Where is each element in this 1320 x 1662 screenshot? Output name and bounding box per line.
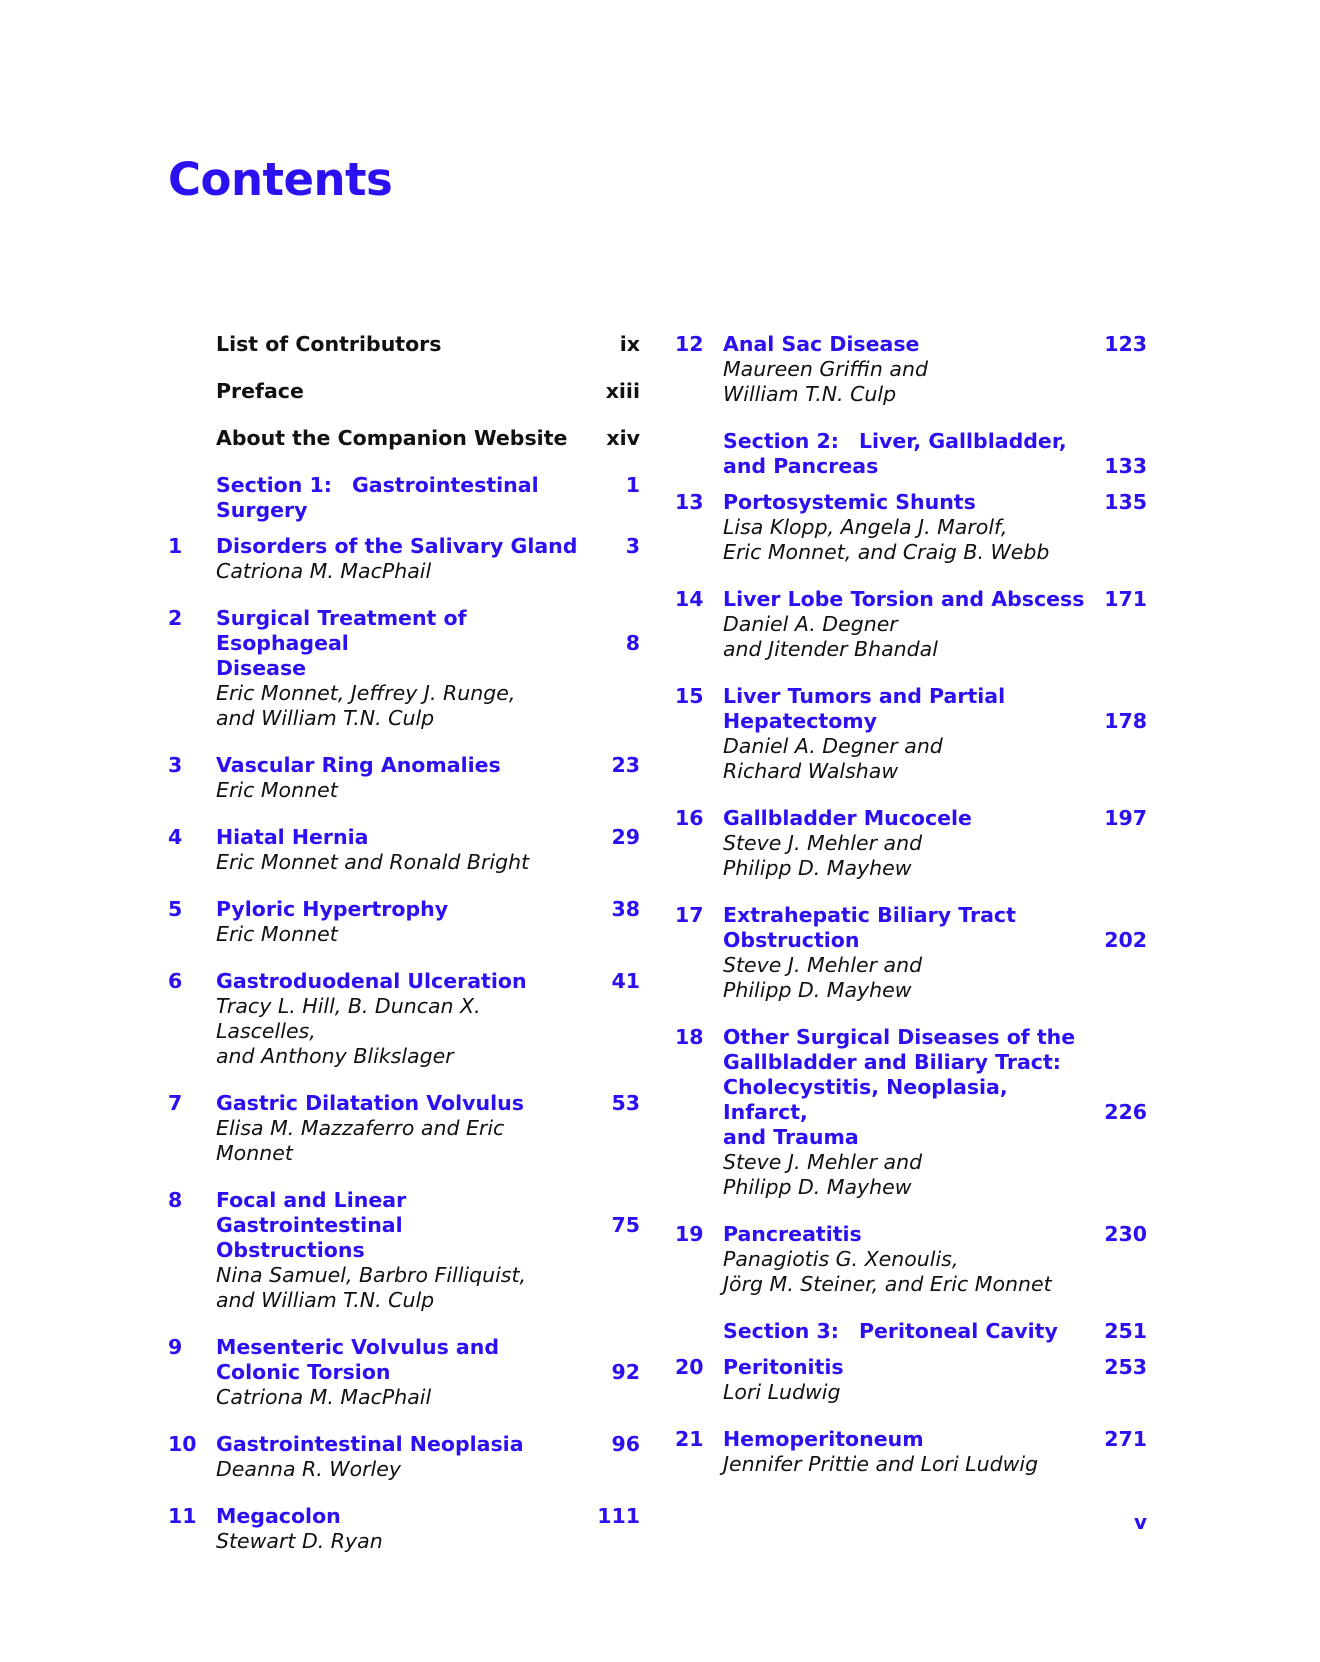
author-line: and William T.N. Culp [216,706,435,730]
page-number: 230 [1104,1222,1147,1246]
author-line: Eric Monnet [216,922,338,946]
title-line: Portosystemic Shunts [723,490,976,514]
toc-entry[interactable] [168,1188,640,1313]
chapter-number: 21 [675,1427,704,1451]
title-line: Gastrointestinal Surgery [216,473,539,522]
entry-body [216,332,584,357]
chapter-number: 14 [675,587,704,611]
page-number: 271 [1104,1427,1147,1451]
title-line: List of Contributors [216,332,442,356]
chapter-title[interactable] [216,426,584,451]
title-line: Hiatal Hernia [216,825,369,849]
page-number: 133 [1104,454,1147,478]
author-line: Stewart D. Ryan [216,1529,383,1553]
entry-body [216,1091,584,1166]
author-line: Eric Monnet, and Craig B. Webb [723,540,1050,564]
entry-body [723,332,1091,407]
author-line: and Jitender Bhandal [723,637,938,661]
chapter-title[interactable] [216,825,584,850]
chapter-title[interactable] [723,332,1091,357]
author-line: Daniel A. Degner [723,612,898,636]
toc-right-column [675,332,1147,1477]
chapter-number: 15 [675,684,704,708]
section-label: Section 1: [216,473,332,497]
entry-body [723,429,1091,479]
chapter-title[interactable] [723,587,1091,612]
toc-entry[interactable] [168,825,640,875]
toc-entry[interactable] [675,684,1147,784]
toc-entry[interactable] [168,534,640,584]
title-line: and Trauma [723,1125,859,1149]
toc-entry[interactable] [675,1025,1147,1200]
toc-entry[interactable] [168,473,640,523]
page-number: 171 [1104,587,1147,611]
author-line: Steve J. Mehler and [723,953,923,977]
title-line: Peritoneal Cavity [858,1319,1058,1343]
title-line: Cholecystitis, Neoplasia, Infarct, [723,1075,1008,1124]
author-line: Lisa Klopp, Angela J. Marolf, [723,515,1008,539]
author-line: Philipp D. Mayhew [723,856,912,880]
chapter-title[interactable] [216,1335,584,1385]
page-folio: v [1134,1510,1148,1534]
entry-body [216,426,584,451]
page-number: 202 [1104,928,1147,952]
entry-body [216,969,584,1069]
title-line: Gastric Dilatation Volvulus [216,1091,524,1115]
chapter-number: 1 [168,534,183,558]
chapter-title[interactable] [216,534,584,559]
toc-entry[interactable] [168,1335,640,1410]
entry-body [216,1504,584,1554]
page-number: 1 [625,473,640,497]
entry-body [723,1319,1091,1344]
chapter-number: 20 [675,1355,704,1379]
entry-body [216,1432,584,1482]
author-line: Deanna R. Worley [216,1457,401,1481]
page-number: 178 [1104,709,1147,733]
title-line: Gallbladder Mucocele [723,806,972,830]
chapter-number: 8 [168,1188,183,1212]
chapter-title[interactable] [216,1432,584,1457]
toc-entry[interactable] [168,897,640,947]
title-line: Liver, Gallbladder, [858,429,1067,453]
toc-entry[interactable] [675,332,1147,407]
title-line: Preface [216,379,304,403]
title-line: About the Companion Website [216,426,568,450]
toc-entry[interactable] [675,903,1147,1003]
title-line: Focal and Linear Gastrointestinal [216,1188,407,1237]
page-number: 3 [625,534,640,558]
page-number: 197 [1104,806,1147,830]
chapter-title[interactable] [723,1355,1091,1380]
author-line: Elisa M. Mazzaferro and Eric Monnet [216,1116,505,1165]
toc-entry[interactable] [168,969,640,1069]
page-number: 251 [1104,1319,1147,1343]
chapter-number: 13 [675,490,704,514]
toc-left-column [168,332,640,1554]
author-line: Eric Monnet [216,778,338,802]
title-line: Obstructions [216,1238,365,1262]
chapter-number: 2 [168,606,183,630]
title-line: Peritonitis [723,1355,844,1379]
author-line: Steve J. Mehler and [723,1150,923,1174]
entry-body [723,806,1091,881]
chapter-number: 18 [675,1025,704,1049]
author-line: Philipp D. Mayhew [723,978,912,1002]
page-number: 135 [1104,490,1147,514]
author-line: Maureen Griffin and [723,357,928,381]
entry-body [216,534,584,584]
toc-entry[interactable] [675,1355,1147,1405]
author-line: Eric Monnet and Ronald Bright [216,850,530,874]
entry-body [216,753,584,803]
chapter-title[interactable] [216,753,584,778]
author-line: Jörg M. Steiner, and Eric Monnet [723,1272,1052,1296]
author-line: Catriona M. MacPhail [216,559,432,583]
chapter-number: 4 [168,825,183,849]
chapter-number: 9 [168,1335,183,1359]
chapter-title[interactable] [216,606,584,681]
entry-body [216,379,584,404]
entry-body [723,684,1091,784]
chapter-title[interactable] [723,1025,1091,1150]
title-line: Extrahepatic Biliary Tract [723,903,1016,927]
chapter-title[interactable] [723,1427,1091,1452]
title-line: Megacolon [216,1504,341,1528]
title-line: Gastrointestinal Neoplasia [216,1432,524,1456]
author-line: Philipp D. Mayhew [723,1175,912,1199]
page-number: 123 [1104,332,1147,356]
author-line: William T.N. Culp [723,382,897,406]
author-line: Eric Monnet, Jeffrey J. Runge, [216,681,516,705]
chapter-number: 17 [675,903,704,927]
toc-entry[interactable] [675,490,1147,565]
page-number: ix [619,332,640,356]
entry-body [723,587,1091,662]
toc-entry[interactable] [675,1427,1147,1477]
title-line: Colonic Torsion [216,1360,391,1384]
author-line: Catriona M. MacPhail [216,1385,432,1409]
page-title: Contents [168,153,393,206]
chapter-number: 5 [168,897,183,921]
title-line: Gastroduodenal Ulceration [216,969,527,993]
page-number: 53 [611,1091,640,1115]
author-line: Steve J. Mehler and [723,831,923,855]
chapter-number: 10 [168,1432,197,1456]
page-number: 29 [611,825,640,849]
chapter-title[interactable] [723,1222,1091,1247]
title-line: Disorders of the Salivary Gland [216,534,578,558]
section-label: Section 3: [723,1319,839,1343]
title-line: Hemoperitoneum [723,1427,924,1451]
section-title[interactable] [216,473,584,523]
author-line: and William T.N. Culp [216,1288,435,1312]
page-number: xiv [606,426,640,450]
title-line: Liver Tumors and Partial [723,684,1006,708]
chapter-title[interactable] [216,1091,584,1116]
entry-body [723,1427,1091,1477]
chapter-number: 11 [168,1504,197,1528]
chapter-title[interactable] [216,969,584,994]
page-number: 8 [625,631,640,655]
toc-entry[interactable] [168,753,640,803]
chapter-number: 6 [168,969,183,993]
title-line: Surgical Treatment of Esophageal [216,606,467,655]
page-number: xiii [605,379,640,403]
title-line: Disease [216,656,307,680]
page-number: 226 [1104,1100,1147,1124]
title-line: Liver Lobe Torsion and Abscess [723,587,1085,611]
chapter-title[interactable] [216,332,584,357]
page-number: 75 [611,1213,640,1237]
section-title[interactable] [723,1319,1091,1344]
section-label: Section 2: [723,429,839,453]
chapter-title[interactable] [723,903,1091,953]
chapter-number: 3 [168,753,183,777]
section-title[interactable] [723,429,1091,479]
title-line: Anal Sac Disease [723,332,920,356]
author-line: and Anthony Blikslager [216,1044,454,1068]
entry-body [723,1222,1091,1297]
toc-entry[interactable] [675,429,1147,479]
title-line: Pyloric Hypertrophy [216,897,449,921]
title-line: Other Surgical Diseases of the [723,1025,1076,1049]
page-number: 23 [611,753,640,777]
author-line: Nina Samuel, Barbro Filliquist, [216,1263,527,1287]
toc-entry[interactable] [675,587,1147,662]
author-line: Daniel A. Degner and [723,734,943,758]
title-line: Vascular Ring Anomalies [216,753,501,777]
chapter-title[interactable] [723,806,1091,831]
toc-entry[interactable] [168,1504,640,1554]
title-line: and Pancreas [723,454,879,478]
chapter-number: 7 [168,1091,183,1115]
page-number: 92 [611,1360,640,1384]
chapter-title[interactable] [216,1188,584,1263]
title-line: Obstruction [723,928,860,952]
entry-body [723,1355,1091,1405]
author-line: Lori Ludwig [723,1380,841,1404]
author-line: Richard Walshaw [723,759,899,783]
entry-body [723,903,1091,1003]
toc-entry[interactable] [675,1222,1147,1297]
toc-entry[interactable] [675,1319,1147,1344]
chapter-number: 16 [675,806,704,830]
chapter-title[interactable] [723,490,1091,515]
page-number: 253 [1104,1355,1147,1379]
page-number: 111 [597,1504,640,1528]
toc-entry[interactable] [168,1432,640,1482]
page-number: 38 [611,897,640,921]
title-line: Hepatectomy [723,709,878,733]
entry-body [216,825,584,875]
entry-body [723,1025,1091,1200]
chapter-number: 12 [675,332,704,356]
toc-entry[interactable] [168,426,640,451]
toc-entry[interactable] [168,332,640,357]
title-line: Mesenteric Volvulus and [216,1335,500,1359]
entry-body [216,1335,584,1410]
author-line: Tracy L. Hill, B. Duncan X. Lascelles, [216,994,481,1043]
chapter-title[interactable] [723,684,1091,734]
entry-body [216,473,584,523]
entry-body [216,897,584,947]
author-line: Jennifer Prittie and Lori Ludwig [723,1452,1039,1476]
title-line: Gallbladder and Biliary Tract: [723,1050,1061,1074]
chapter-number: 19 [675,1222,704,1246]
page-number: 41 [611,969,640,993]
author-line: Panagiotis G. Xenoulis, [723,1247,959,1271]
entry-body [216,1188,584,1313]
chapter-title[interactable] [216,897,584,922]
toc-entry[interactable] [168,606,640,731]
entry-body [723,490,1091,565]
entry-body [216,606,584,731]
toc-entry[interactable] [168,1091,640,1166]
chapter-title[interactable] [216,379,584,404]
page-number: 96 [611,1432,640,1456]
toc-entry[interactable] [675,806,1147,881]
toc-entry[interactable] [168,379,640,404]
title-line: Pancreatitis [723,1222,862,1246]
chapter-title[interactable] [216,1504,584,1529]
